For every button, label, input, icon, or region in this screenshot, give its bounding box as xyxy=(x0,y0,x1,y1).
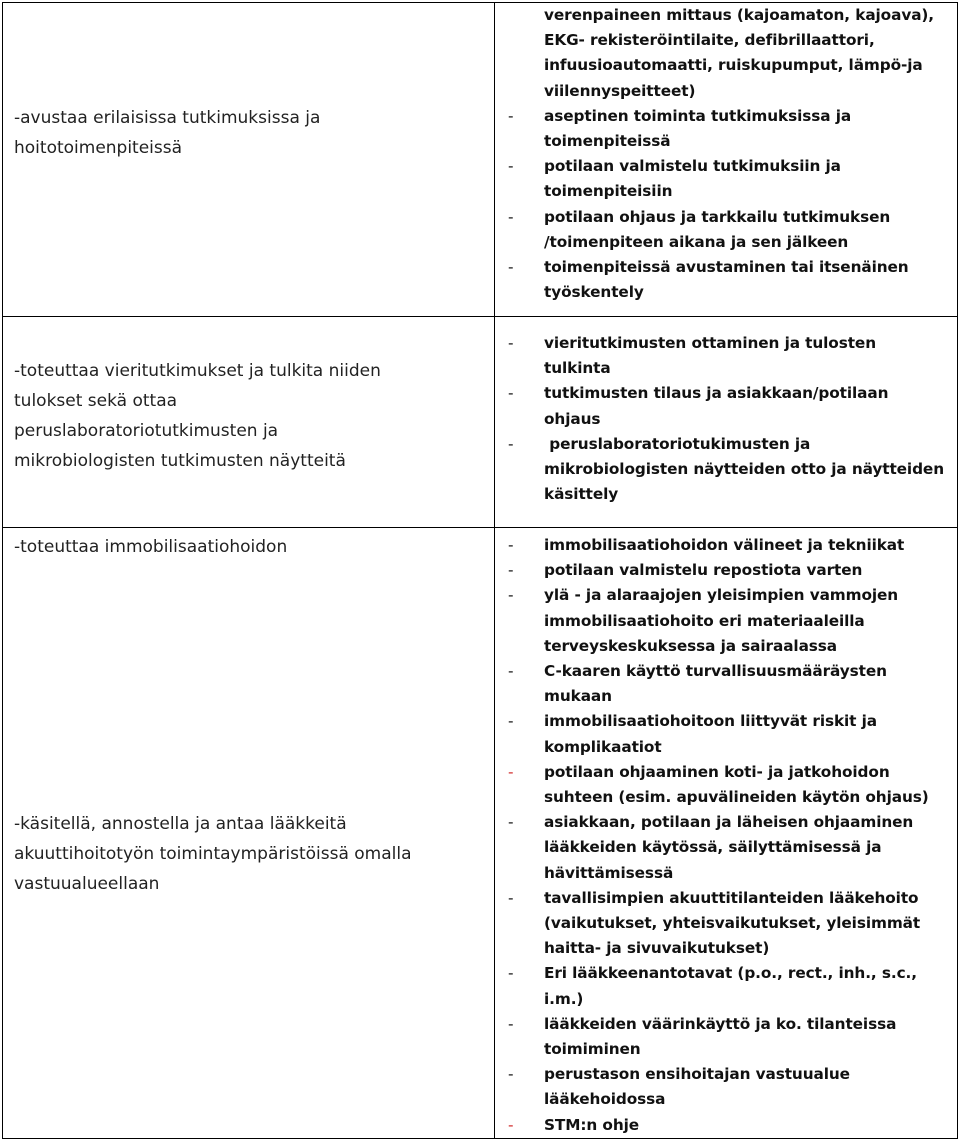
content-item xyxy=(508,709,953,759)
table-border-bottom xyxy=(2,1138,958,1139)
content-line: peruslaboratoriotukimusten ja xyxy=(544,434,811,453)
content-line: potilaan ohjaus ja tarkkailu tutkimuksen xyxy=(544,207,891,226)
content-line: lääkkeiden väärinkäyttö ja ko. tilanteissa xyxy=(544,1014,897,1033)
content-line: ohjaus xyxy=(544,409,601,428)
content-right-cell xyxy=(508,3,953,305)
table-border-left xyxy=(2,2,3,1138)
content-line: C-kaaren käyttö turvallisuusmääräysten xyxy=(544,662,887,681)
content-line: toimenpiteissä avustaminen tai itsenäinen xyxy=(544,258,909,277)
content-line: ylä - ja alaraajojen yleisimpien vammojen xyxy=(544,586,899,605)
content-line: mukaan xyxy=(544,687,612,706)
bullet-dash: - xyxy=(508,712,514,731)
content-item xyxy=(508,104,953,154)
content-line: tutkimusten tilaus ja asiakkaan/potilaan xyxy=(544,384,889,403)
content-line: toimiminen xyxy=(544,1040,641,1059)
content-item xyxy=(508,533,953,558)
content-item xyxy=(508,659,953,709)
bullet-dash: - xyxy=(508,106,514,125)
bullet-dash: - xyxy=(508,207,514,226)
content-line: viilennyspeitteet) xyxy=(544,81,696,100)
competency-text-line: -avustaa erilaisissa tutkimuksissa ja xyxy=(14,108,321,128)
content-line: i.m.) xyxy=(544,989,584,1008)
competency-text-line: -käsitellä, annostella ja antaa lääkkeitä xyxy=(14,814,347,834)
content-line: infuusioautomaatti, ruiskupumput, lämpö-ja xyxy=(544,56,923,75)
competency-left-cell xyxy=(14,532,454,562)
competency-text-line: tulokset sekä ottaa xyxy=(14,391,178,411)
content-line: vieritutkimusten ottaminen ja tulosten xyxy=(544,334,876,352)
content-line: mikrobiologisten näytteiden otto ja näytteiden xyxy=(544,460,944,479)
content-line: STM:n ohje xyxy=(544,1115,640,1134)
content-right-cell xyxy=(508,331,953,507)
column-divider xyxy=(494,2,495,1138)
competency-text-line: peruslaboratoriotutkimusten ja xyxy=(14,421,279,441)
content-line: toimenpiteisiin xyxy=(544,182,673,201)
content-right-cell xyxy=(508,533,953,1138)
bullet-dash: - xyxy=(508,1115,514,1134)
content-item xyxy=(508,961,953,1011)
content-line: tavallisimpien akuuttitilanteiden lääkehoito xyxy=(544,888,919,907)
bullet-dash: - xyxy=(508,334,514,352)
content-line: toimenpiteissä xyxy=(544,132,671,151)
content-item xyxy=(508,255,953,305)
bullet-dash: - xyxy=(508,536,514,554)
content-line: terveyskeskuksessa ja sairaalassa xyxy=(544,636,838,655)
competency-left-cell xyxy=(14,809,454,899)
content-line: tulkinta xyxy=(544,359,611,378)
content-line: työskentely xyxy=(544,283,644,302)
row-divider xyxy=(2,527,958,528)
competency-text-line: -toteuttaa vieritutkimukset ja tulkita niiden xyxy=(14,361,381,381)
bullet-dash: - xyxy=(508,813,514,832)
content-item xyxy=(508,432,953,508)
content-line: lääkehoidossa xyxy=(544,1090,666,1109)
content-item xyxy=(508,1062,953,1112)
content-line: aseptinen toiminta tutkimuksissa ja xyxy=(544,106,852,125)
bullet-dash: - xyxy=(508,434,514,453)
content-line: suhteen (esim. apuvälineiden käytön ohjaus) xyxy=(544,788,929,807)
content-line: immobilisaatiohoito eri materiaaleilla xyxy=(544,611,865,630)
bullet-dash: - xyxy=(508,561,514,580)
content-item xyxy=(508,1113,953,1138)
content-item xyxy=(508,154,953,204)
bullet-dash: - xyxy=(508,964,514,983)
bullet-dash: - xyxy=(508,1014,514,1033)
content-line: käsittely xyxy=(544,485,619,504)
content-line: lääkkeiden käytössä, säilyttämisessä ja xyxy=(544,838,882,857)
content-line: haitta- ja sivuvaikutukset) xyxy=(544,939,770,958)
competency-text-line: vastuualueellaan xyxy=(14,874,160,894)
bullet-dash: - xyxy=(508,662,514,681)
content-item xyxy=(508,760,953,810)
competency-text-line: akuuttihoitotyön toimintaympäristöissä omalla xyxy=(14,844,412,864)
content-item xyxy=(508,1012,953,1062)
content-line: EKG- rekisteröintilaite, defibrillaattori, xyxy=(544,31,875,50)
content-line: /toimenpiteen aikana ja sen jälkeen xyxy=(544,232,849,251)
content-item xyxy=(508,205,953,255)
bullet-dash: - xyxy=(508,157,514,176)
content-line: komplikaatiot xyxy=(544,737,662,756)
content-line: asiakkaan, potilaan ja läheisen ohjaaminen xyxy=(544,813,914,832)
competency-text-line: hoitotoimenpiteissä xyxy=(14,138,183,158)
table-border-right xyxy=(957,2,958,1138)
bullet-dash: - xyxy=(508,1065,514,1084)
content-item xyxy=(508,381,953,431)
content-item xyxy=(508,558,953,583)
bullet-dash: - xyxy=(508,384,514,403)
bullet-dash: - xyxy=(508,258,514,277)
content-line: immobilisaatiohoidon välineet ja tekniikat xyxy=(544,536,905,554)
competency-text-line: -toteuttaa immobilisaatiohoidon xyxy=(14,537,288,557)
content-line: potilaan valmistelu repostiota varten xyxy=(544,561,863,580)
content-item xyxy=(508,886,953,962)
content-line: perustason ensihoitajan vastuualue xyxy=(544,1065,850,1084)
content-line: hävittämisessä xyxy=(544,863,674,882)
content-line: Eri lääkkeenantotavat (p.o., rect., inh., s.c., xyxy=(544,964,917,983)
content-line: (vaikutukset, yhteisvaikutukset, yleisimmät xyxy=(544,914,921,933)
content-line: verenpaineen mittaus (kajoamaton, kajoava), xyxy=(544,6,935,24)
content-item xyxy=(508,331,953,381)
bullet-dash: - xyxy=(508,888,514,907)
competency-left-cell xyxy=(14,103,454,163)
content-line: immobilisaatiohoitoon liittyvät riskit ja xyxy=(544,712,877,731)
content-item xyxy=(508,583,953,659)
competency-text-line: mikrobiologisten tutkimusten näytteitä xyxy=(14,451,346,471)
competency-left-cell xyxy=(14,356,454,476)
bullet-dash: - xyxy=(508,586,514,605)
bullet-dash: - xyxy=(508,762,514,781)
intro-text xyxy=(508,3,953,104)
content-line: potilaan ohjaaminen koti- ja jatkohoidon xyxy=(544,762,890,781)
content-line: potilaan valmistelu tutkimuksiin ja xyxy=(544,157,841,176)
row-divider xyxy=(2,316,958,317)
content-item xyxy=(508,810,953,886)
